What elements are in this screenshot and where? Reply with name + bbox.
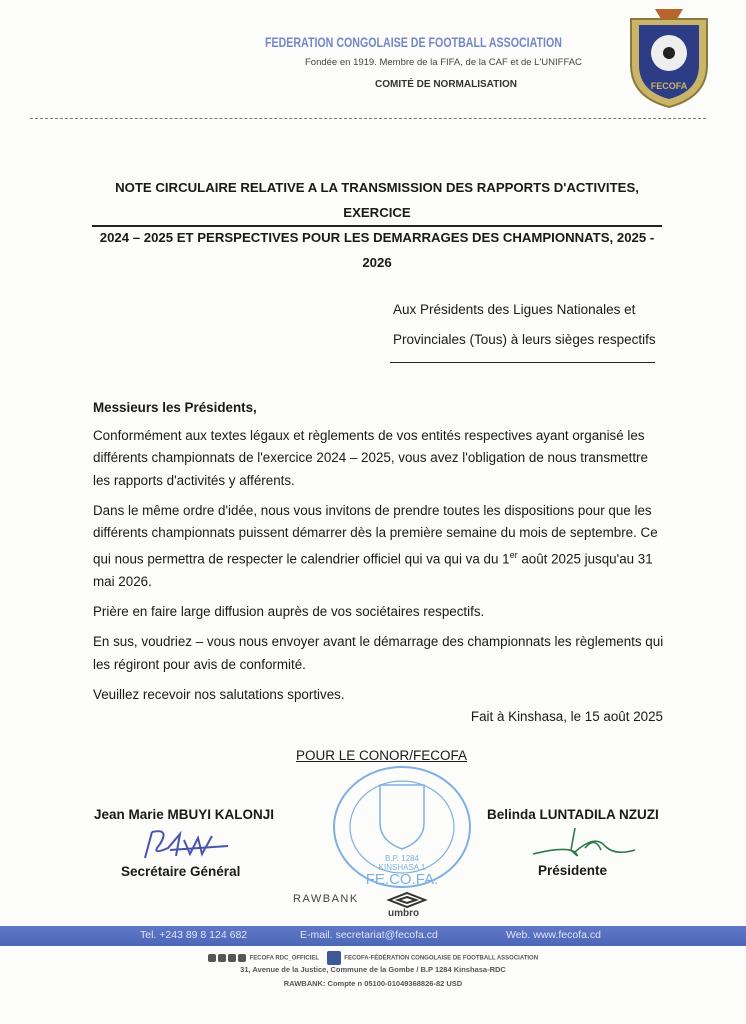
umbro-diamond-icon bbox=[385, 891, 429, 909]
footer-web: Web. www.fecofa.cd bbox=[506, 929, 601, 941]
stamp-main: FE.CO.FA. bbox=[365, 871, 439, 888]
linkedin-icon bbox=[238, 954, 246, 962]
recipient-underline bbox=[390, 362, 655, 363]
place-date: Fait à Kinshasa, le 15 août 2025 bbox=[470, 709, 663, 724]
recipient-line-1: Aux Présidents des Ligues Nationales et bbox=[393, 302, 636, 317]
greeting: Messieurs les Présidents, bbox=[93, 400, 257, 415]
paragraph-3: Prière en faire large diffusion auprès de vos sociétaires respectifs. bbox=[93, 604, 485, 620]
footer-address: 31, Avenue de la Justice, Commune de la Gombe / B.P 1284 Kinshasa-RDC bbox=[240, 965, 506, 974]
rawbank-logo: RAWBANK bbox=[293, 893, 359, 905]
signature-heading: POUR LE CONOR/FECOFA bbox=[296, 748, 468, 763]
official-stamp bbox=[330, 765, 475, 890]
footer-bank-account: RAWBANK: Compte n 05100-01049368826-82 USD bbox=[283, 979, 463, 988]
svg-text:FECOFA: FECOFA bbox=[650, 81, 688, 91]
paragraph-2 bbox=[93, 500, 665, 593]
paragraph-4: En sus, voudriez – vous nous envoyer avant le démarrage des championnats les règlements qui les régiront pour avis de conformité. bbox=[93, 634, 664, 672]
footer-tel: Tel. +243 89 8 124 682 bbox=[140, 929, 248, 941]
signatory-left-role: Secrétaire Général bbox=[121, 864, 241, 879]
stamp-city: KINSHASA 1 bbox=[378, 863, 426, 872]
committee-label: COMITÉ DE NORMALISATION bbox=[375, 79, 518, 90]
twitter-icon bbox=[228, 954, 236, 962]
org-subtitle: Fondée en 1919. Membre de la FIFA, de la CAF et de L'UNIFFAC bbox=[305, 57, 582, 68]
header-divider bbox=[30, 118, 706, 119]
p2-text: Dans le même ordre d'idée, nous vous invitons de prendre toutes les dispositions pour que les différents championnats puissent démarrer dès la première semaine du mois de septembre. Ce qui nous permettra de respecter le calendrier officiel qui va qui va du 1 bbox=[93, 502, 658, 567]
title-underline bbox=[92, 225, 662, 227]
social-row bbox=[0, 951, 746, 965]
signatory-right-role: Présidente bbox=[538, 863, 608, 878]
facebook-page: FECOFA-FÉDÉRATION CONGOLAISE DE FOOTBALL ASSOCIATION bbox=[344, 955, 539, 962]
p2-text-end: août 2025 jusqu'au 31 mai 2026. bbox=[93, 551, 653, 589]
title-line-2: 2024 – 2025 ET PERSPECTIVES POUR LES DEMARRAGES DES CHAMPIONNATS, 2025 - 2026 bbox=[99, 230, 655, 270]
paragraph-5: Veuillez recevoir nos salutations sportives. bbox=[93, 686, 345, 702]
org-name: FEDERATION CONGOLAISE DE FOOTBALL ASSOCIATION bbox=[265, 34, 562, 50]
stamp-bp: B.P. 1284 bbox=[384, 854, 420, 863]
title-line-1: NOTE CIRCULAIRE RELATIVE A LA TRANSMISSION DES RAPPORTS D'ACTIVITES, EXERCICE bbox=[115, 180, 639, 220]
contact-bar bbox=[0, 926, 746, 946]
signature-right bbox=[525, 826, 640, 866]
footer-email: E-mail. secretariat@fecofa.cd bbox=[300, 929, 438, 941]
signature-left bbox=[140, 826, 230, 864]
umbro-logo: umbro bbox=[388, 908, 420, 919]
signatory-right-name: Belinda LUNTADILA NZUZI bbox=[487, 807, 659, 822]
youtube-icon bbox=[218, 954, 226, 962]
recipient-line-2: Provinciales (Tous) à leurs sièges respectifs bbox=[393, 332, 656, 347]
letter-body bbox=[93, 397, 665, 714]
p2-sup: er bbox=[509, 550, 518, 561]
facebook-icon bbox=[327, 951, 341, 965]
paragraph-1: Conformément aux textes légaux et règlements de vos entités respectives ayant organisé les différents championnats de l'exercice 2024 – 2025, vous avez l'obligation de nous transmettre les rapports d'activités y afférents. bbox=[93, 428, 648, 488]
signatory-left-name: Jean Marie MBUYI KALONJI bbox=[94, 807, 275, 822]
instagram-icon bbox=[208, 954, 216, 962]
social-handle: FECOFA RDC_OFFICIEL bbox=[249, 955, 319, 962]
fecofa-logo bbox=[625, 5, 713, 109]
